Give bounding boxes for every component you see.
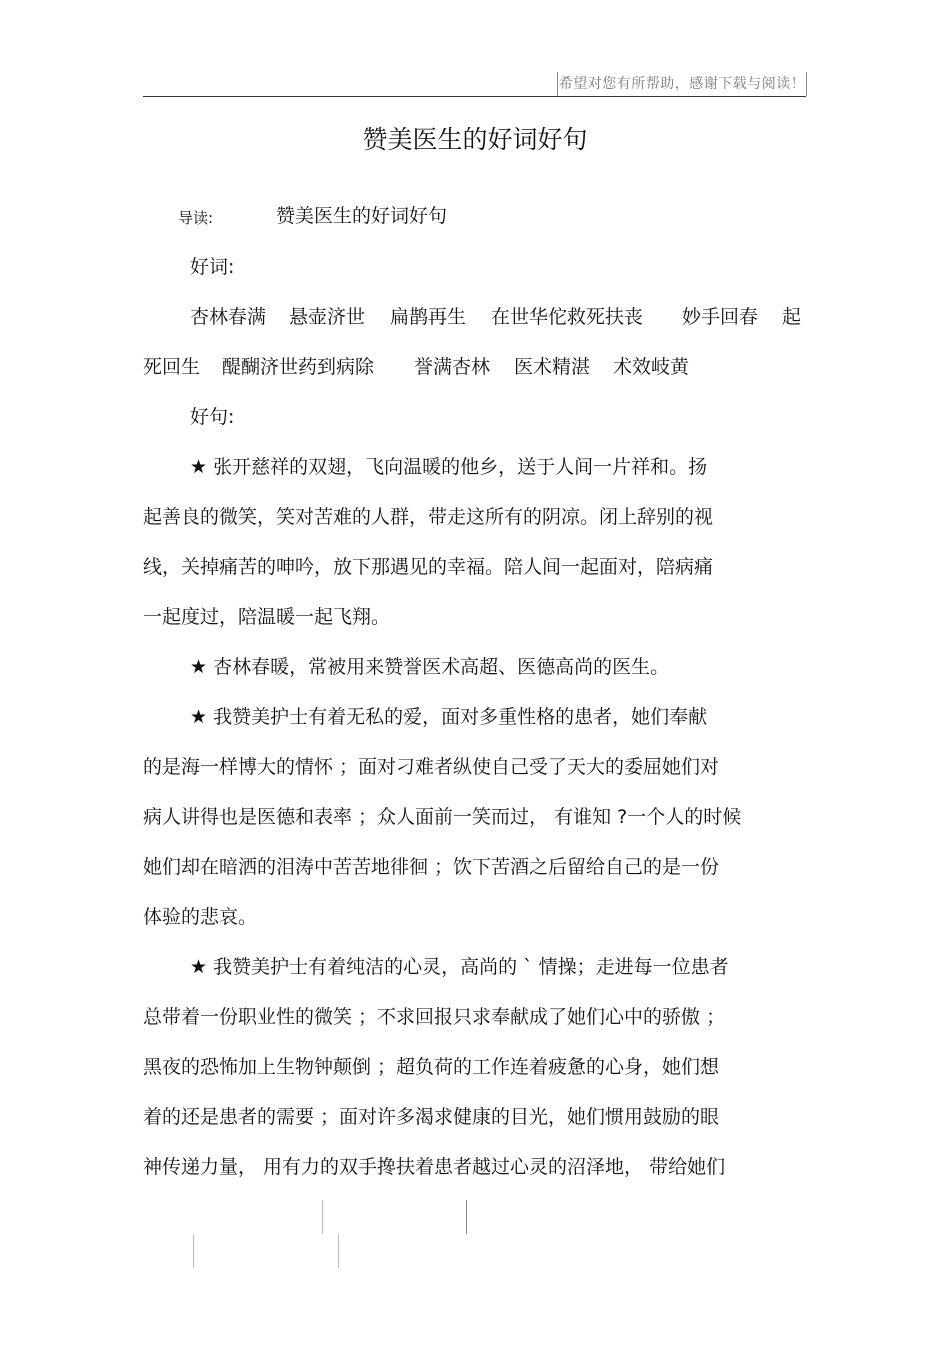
word-item: 起 — [782, 306, 802, 328]
scan-artifact-line — [338, 1234, 339, 1268]
words-heading: 好词: — [190, 256, 235, 278]
scan-artifact-line — [322, 1200, 323, 1234]
paragraph-line: 病人讲得也是医德和表率 ；众人面前一笑而过， 有谁知 ?一个人的时候 — [143, 806, 742, 828]
paragraph-line: ★ 杏林春暖，常被用来赞誉医术高超、医德高尚的医生。 — [190, 656, 670, 678]
paragraph-line: 神传递力量， 用有力的双手搀扶着患者越过心灵的沼泽地， 带给她们 — [143, 1156, 726, 1178]
word-item: 醍醐济世药到病除 — [222, 356, 375, 378]
document-title: 赞美医生的好词好句 — [362, 125, 588, 154]
intro-text: 赞美医生的好词好句 — [276, 205, 448, 227]
word-item: 杏林春满 — [190, 306, 267, 328]
paragraph-line: 的是海一样博大的情怀 ；面对刁难者纵使自己受了天大的委屈她们对 — [143, 756, 720, 778]
scan-artifact-line — [193, 1234, 194, 1268]
word-item: 扁鹊再生 — [390, 306, 467, 328]
word-item: 誉满杏林 — [414, 356, 491, 378]
paragraph-line: ★ 张开慈祥的双翅，飞向温暖的他乡，送于人间一片祥和。扬 — [190, 456, 708, 478]
word-item: 妙手回春 — [682, 306, 759, 328]
paragraph-line: 着的还是患者的需要 ；面对许多渴求健康的目光，她们惯用鼓励的眼 — [143, 1106, 720, 1128]
sentences-heading: 好句: — [190, 406, 235, 428]
scan-artifact-line — [466, 1200, 467, 1234]
word-item: 死回生 — [143, 356, 201, 378]
header-note: 希望对您有所帮助，感谢下载与阅读！ — [557, 72, 807, 96]
paragraph-line: 线，关掉痛苦的呻吟，放下那遇见的幸福。陪人间一起面对，陪病痛 — [143, 556, 714, 578]
word-item: 在世华佗救死扶丧 — [491, 306, 644, 328]
paragraph-line: 起善良的微笑，笑对苦难的人群，带走这所有的阴凉。闭上辞别的视 — [143, 506, 714, 528]
paragraph-line: 她们却在暗洒的泪涛中苦苦地徘徊 ；饮下苦酒之后留给自己的是一份 — [143, 856, 720, 878]
header-rule — [143, 96, 806, 97]
paragraph-line: 黑夜的恐怖加上生物钟颠倒 ；超负荷的工作连着疲惫的心身，她们想 — [143, 1056, 720, 1078]
word-item: 悬壶济世 — [289, 306, 366, 328]
word-item: 医术精湛 — [514, 356, 591, 378]
intro-label: 导读: — [178, 209, 214, 227]
paragraph-line: 体验的悲哀。 — [143, 906, 258, 928]
paragraph-line: ★ 我赞美护士有着无私的爱，面对多重性格的患者，她们奉献 — [190, 706, 708, 728]
paragraph-line: 总带着一份职业性的微笑 ；不求回报只求奉献成了她们心中的骄傲 ； — [143, 1006, 726, 1028]
paragraph-line: ★ 我赞美护士有着纯洁的心灵，高尚的 ` 情操；走进每一位患者 — [190, 956, 729, 978]
word-item: 术效岐黄 — [613, 356, 690, 378]
paragraph-line: 一起度过，陪温暖一起飞翔。 — [143, 606, 391, 628]
